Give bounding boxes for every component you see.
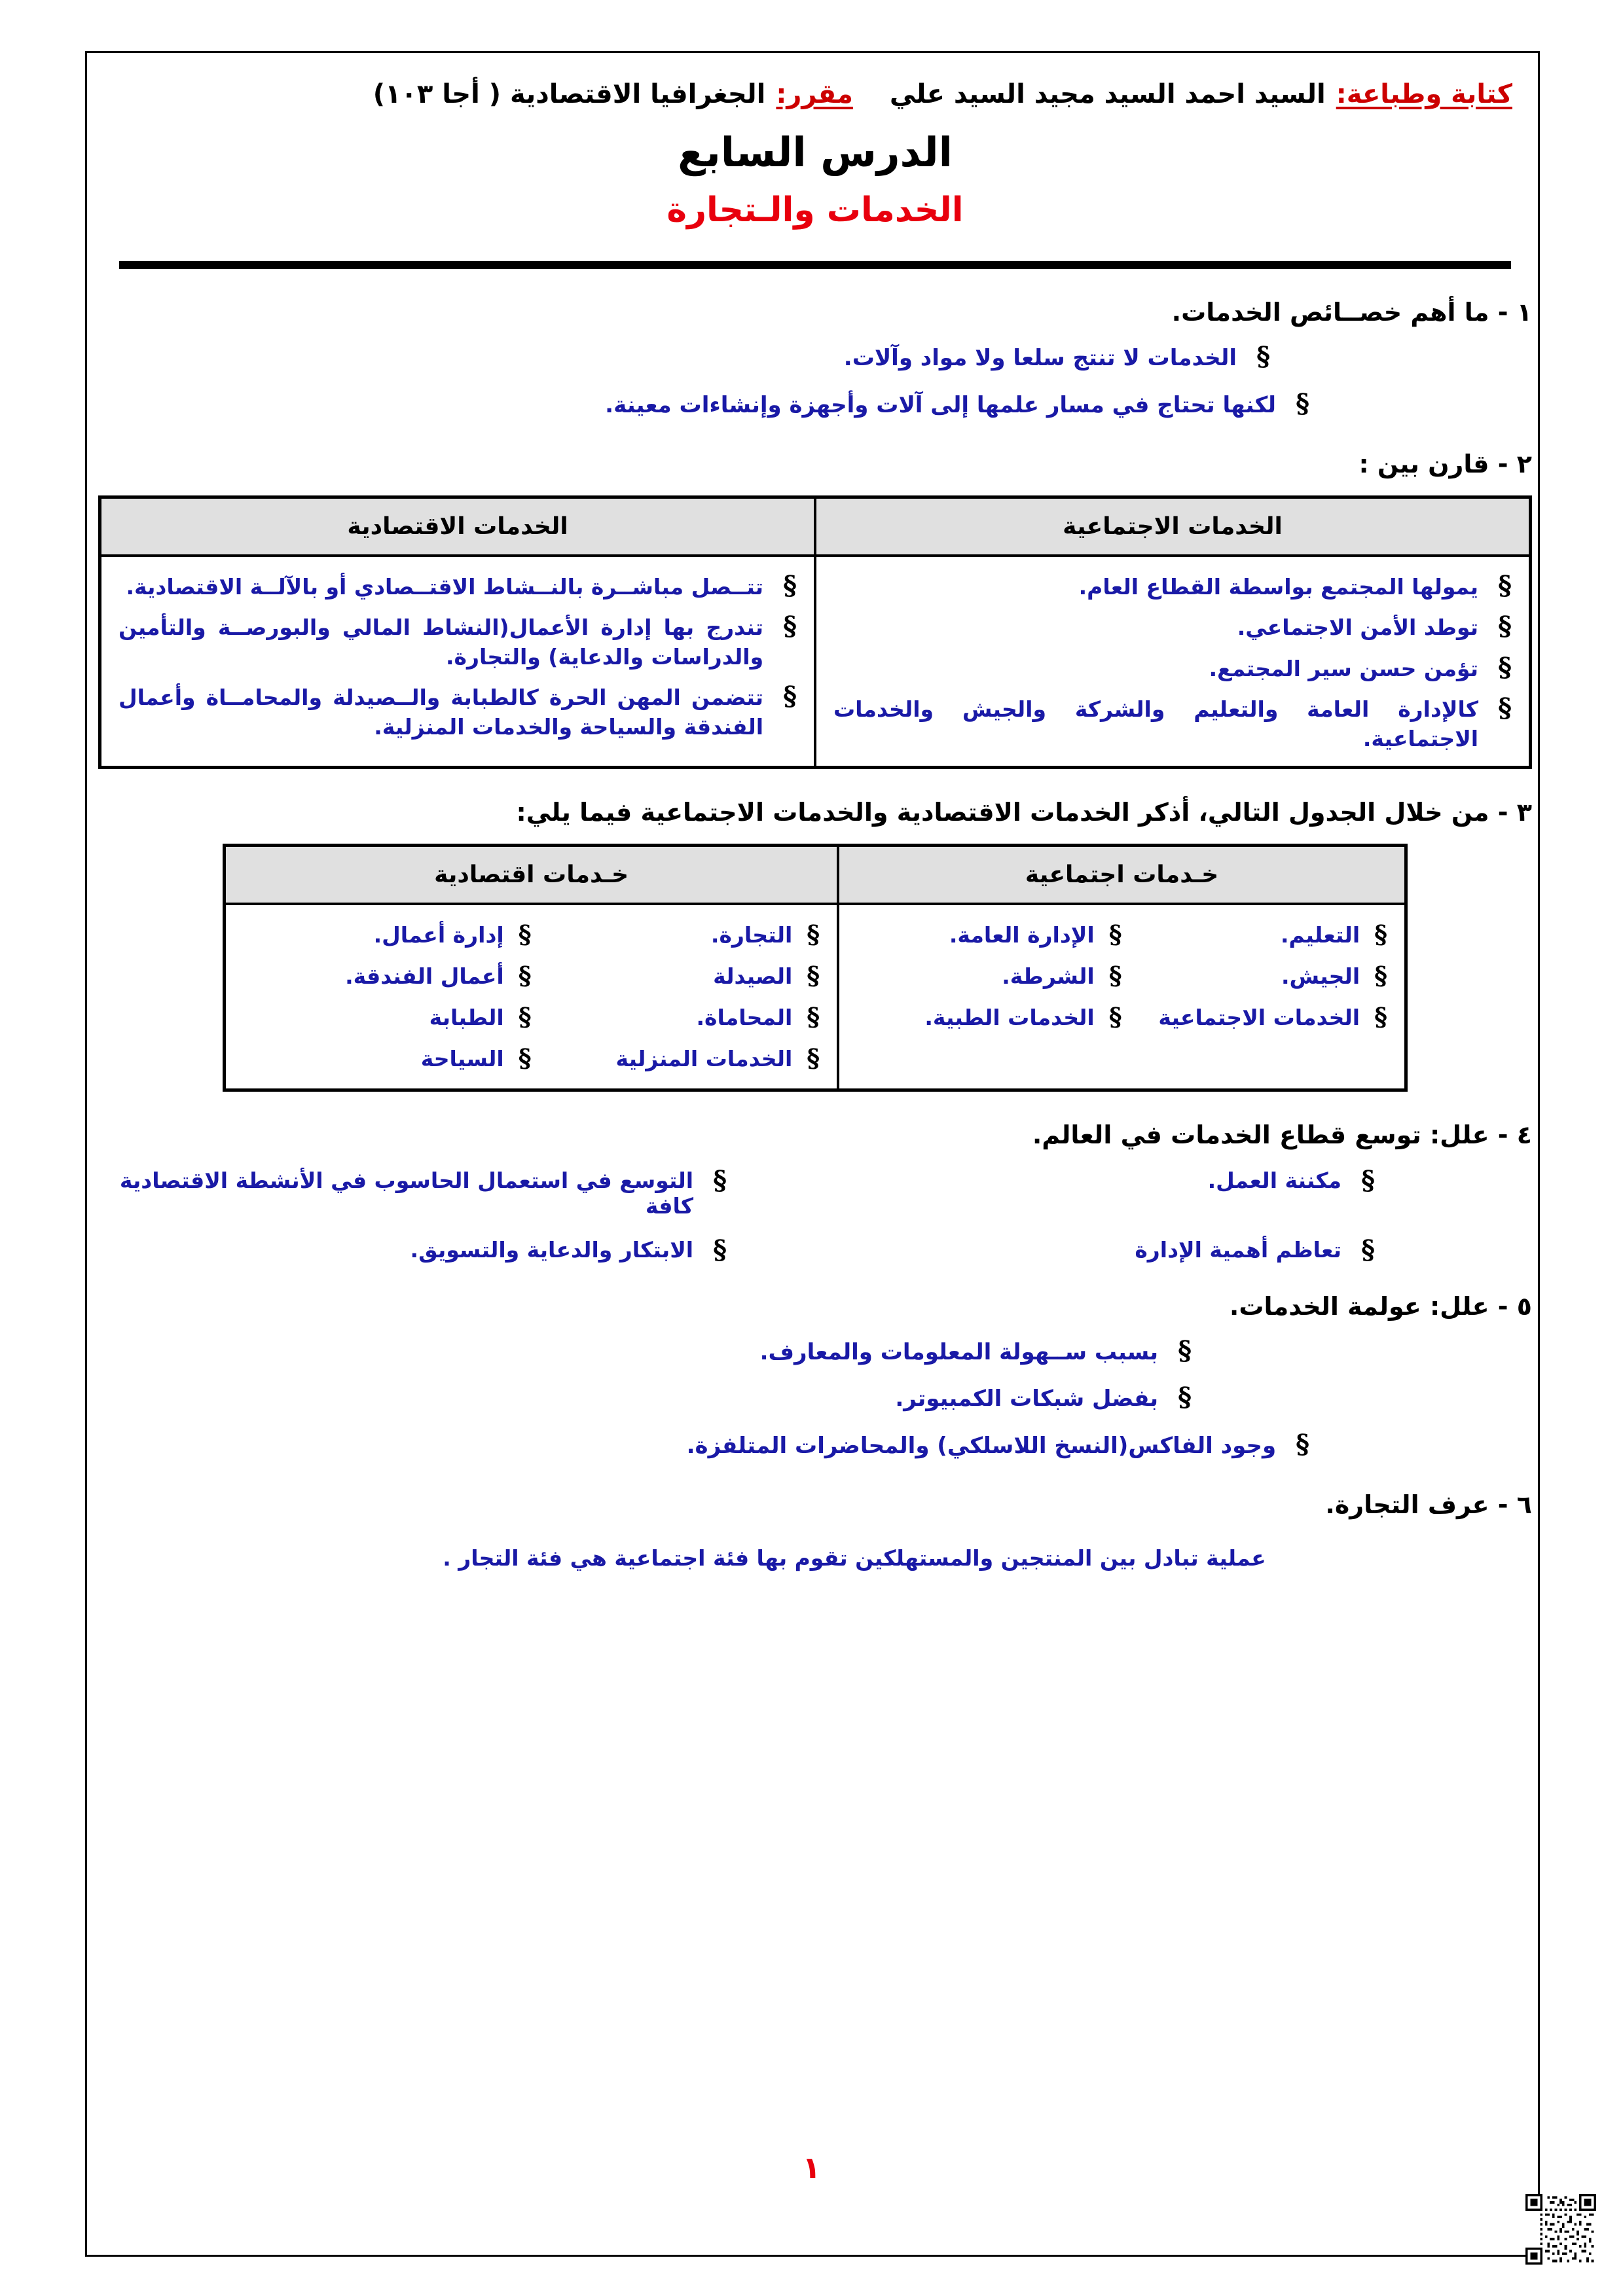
list-item-text: تؤمن حسن سير المجتمع.	[1209, 655, 1479, 681]
table-cell-social	[815, 556, 1531, 767]
list-item-left	[532, 1043, 820, 1073]
table-cell-economic	[100, 556, 816, 767]
list-item	[98, 1384, 1532, 1414]
list-item	[856, 960, 1387, 990]
list-item-text: لكنها تحتاج في مسار علمها إلى آلات وأجهزة وإنشاءات معينة.	[605, 391, 1277, 418]
section-bullet-icon: §	[1374, 1001, 1387, 1031]
question-6-heading: ٦ - عرف التجارة.	[1325, 1490, 1532, 1520]
page-content	[98, 79, 1532, 1571]
list-item-text: وجود الفاكس(النسخ اللاسلكي) والمحاضرات المتلفزة.	[686, 1433, 1277, 1460]
list-item-right	[243, 1001, 532, 1031]
table-row	[225, 904, 1406, 1090]
list-item-right	[856, 960, 1122, 990]
section-bullet-icon: §	[1498, 692, 1512, 724]
section-bullet-icon: §	[807, 1001, 820, 1031]
section-bullet-icon: §	[1108, 919, 1122, 949]
list-item-text: تتــصل مباشــرة بالنــشاط الاقتــصادي أو بالآلــة الاقتصادية.	[126, 573, 764, 600]
question-6-answer: عملية تبادل بين المنتجين والمستهلكين تقوم بها فئة اجتماعية هي فئة التجار .	[443, 1545, 1266, 1571]
list-item-right	[856, 919, 1122, 949]
section-bullet-icon: §	[783, 611, 797, 642]
list-item-text: كالإدارة العامة والتعليم والشركة والجيش والخدمات الاجتماعية.	[833, 696, 1479, 751]
list-item-text: الطبابة	[429, 1004, 504, 1030]
list-item	[243, 1001, 820, 1031]
section-bullet-icon: §	[1361, 1164, 1375, 1196]
section-bullet-icon: §	[1498, 651, 1512, 683]
credit-name: السيد احمد السيد مجيد السيد علي	[889, 79, 1326, 109]
section-bullet-icon: §	[518, 919, 532, 949]
list-item-left	[532, 1001, 820, 1031]
list-item	[243, 960, 820, 990]
list-item-text: تندرج بها إدارة الأعمال(النشاط المالي والبورصــة والتأمين والدراسات والدعاية) والتجارة.	[119, 615, 764, 670]
qr-code-icon	[1525, 2194, 1596, 2265]
list-item-text: التوسع في استعمال الحاسوب في الأنشطة الاقتصادية كافة	[119, 1167, 694, 1219]
list-item	[833, 651, 1512, 684]
list-item-text: التعليم.	[1280, 922, 1360, 948]
section-bullet-icon: §	[518, 1043, 532, 1073]
list-item-text: المحاماة.	[696, 1004, 793, 1030]
list-item-left	[1122, 919, 1387, 949]
section-bullet-icon: §	[807, 919, 820, 949]
section-bullet-icon: §	[1256, 341, 1270, 372]
list-item	[119, 613, 797, 672]
section-bullet-icon: §	[783, 681, 797, 712]
table-header-economic-services: خـدمات اقتصادية	[225, 845, 839, 904]
list-item-text: إدارة أعمال.	[373, 922, 504, 948]
section-bullet-icon: §	[1361, 1234, 1375, 1265]
question-1-bullets	[98, 341, 1532, 421]
list-row	[98, 1234, 1532, 1265]
question-4-heading: ٤ - علل: توسع قطاع الخدمات في العالم.	[1032, 1120, 1532, 1149]
classification-table	[223, 844, 1408, 1092]
table-cell-social-services	[838, 904, 1406, 1090]
table-row	[100, 556, 1531, 767]
list-item-text: توطد الأمن الاجتماعي.	[1237, 615, 1479, 641]
list-row	[98, 1164, 1532, 1219]
list-item	[98, 1431, 1532, 1462]
list-item-left	[532, 919, 820, 949]
list-item	[119, 569, 797, 602]
list-item-text: الخدمات الاجتماعية	[1158, 1004, 1360, 1030]
list-item-right	[856, 1001, 1122, 1031]
question-5-bullets	[98, 1335, 1532, 1462]
list-item-right	[243, 919, 532, 949]
course-label: مقرر:	[776, 79, 853, 109]
section-bullet-icon: §	[1296, 1429, 1309, 1460]
section-bullet-icon: §	[1498, 569, 1512, 601]
subject-title: الخدمات والـتجارة	[666, 190, 964, 230]
list-item-text: أعمال الفندقة.	[345, 963, 504, 989]
page-number: ١	[802, 2150, 821, 2185]
table-header-row	[100, 497, 1531, 556]
section-bullet-icon: §	[1178, 1382, 1192, 1413]
list-item	[746, 1164, 1532, 1219]
list-item	[243, 919, 820, 949]
table-header-social-services: خـدمات اجتماعية	[838, 845, 1406, 904]
section-bullet-icon: §	[1108, 960, 1122, 990]
list-item-text: يمولها المجتمع بواسطة القطاع العام.	[1078, 573, 1479, 600]
list-item	[856, 1001, 1387, 1031]
section-bullet-icon: §	[1374, 960, 1387, 990]
list-item	[98, 1234, 746, 1265]
list-item	[98, 1335, 1532, 1368]
table-header-row	[225, 845, 1406, 904]
list-item-left	[1122, 960, 1387, 990]
section-bullet-icon: §	[713, 1164, 727, 1196]
list-item	[98, 341, 1532, 374]
section-bullet-icon: §	[518, 1001, 532, 1031]
list-item	[856, 919, 1387, 949]
list-item-text: الجيش.	[1281, 963, 1360, 989]
section-bullet-icon: §	[713, 1234, 727, 1265]
list-item	[98, 1164, 746, 1219]
list-item-text: الشرطة.	[1002, 963, 1095, 989]
classification-table-wrapper	[98, 827, 1532, 1092]
comparison-table	[98, 495, 1532, 769]
list-item-text: الخدمات الطبية.	[924, 1004, 1095, 1030]
list-item-text: الخدمات المنزلية	[615, 1045, 793, 1071]
table-header-economic: الخدمات الاقتصادية	[100, 497, 816, 556]
list-item-text: تعاظم أهمية الإدارة	[1135, 1236, 1342, 1263]
list-item	[243, 1043, 820, 1073]
section-bullet-icon: §	[783, 569, 797, 601]
question-4-bullets	[98, 1164, 1532, 1265]
credit-label: كتابة وطباعة:	[1336, 79, 1512, 109]
list-item	[833, 569, 1512, 602]
section-bullet-icon: §	[1108, 1001, 1122, 1031]
lesson-title: الدرس السابع	[678, 128, 953, 176]
section-bullet-icon: §	[1296, 387, 1309, 419]
course-name: الجغرافيا الاقتصادية ( أجا ١٠٣)	[373, 79, 766, 109]
list-item	[833, 692, 1512, 753]
list-item	[833, 613, 1512, 643]
list-item-text: السياحة	[420, 1045, 504, 1071]
section-bullet-icon: §	[807, 960, 820, 990]
list-item	[98, 387, 1532, 421]
section-bullet-icon: §	[518, 960, 532, 990]
list-item-text: الصيدلة	[713, 963, 793, 989]
section-bullet-icon: §	[1374, 919, 1387, 949]
document-header	[98, 79, 1532, 110]
question-3-heading: ٣ - من خلال الجدول التالي، أذكر الخدمات الاقتصادية والخدمات الاجتماعية فيما يلي:	[516, 797, 1532, 827]
section-bullet-icon: §	[1498, 611, 1512, 642]
list-item-left	[532, 960, 820, 990]
section-bullet-icon: §	[1178, 1335, 1192, 1366]
list-item-text: التجارة.	[710, 922, 793, 948]
table-cell-economic-services	[225, 904, 839, 1090]
list-item-text: بفضل شبكات الكمبيوتر.	[895, 1386, 1159, 1412]
list-item	[119, 683, 797, 742]
header-divider	[119, 261, 1511, 269]
list-item	[746, 1234, 1532, 1265]
list-item-text: الإدارة العامة.	[949, 922, 1095, 948]
question-2-heading: ٢ - قارن بين :	[1359, 449, 1532, 478]
section-bullet-icon: §	[807, 1043, 820, 1073]
table-header-social: الخدمات الاجتماعية	[815, 497, 1531, 556]
list-item-right	[243, 1043, 532, 1073]
list-item-right	[243, 960, 532, 990]
question-1-heading: ١ - ما أهم خصــائص الخدمات.	[1171, 298, 1532, 327]
list-item-text: الخدمات لا تنتج سلعا ولا مواد وآلات.	[843, 345, 1237, 371]
list-item-text: تتضمن المهن الحرة كالطبابة والــصيدلة والمحامــاة وأعمال الفندقة والسياحة والخدمات المنزلية.	[119, 685, 764, 740]
question-5-heading: ٥ - علل: عولمة الخدمات.	[1229, 1291, 1532, 1321]
list-item-text: مكننة العمل.	[1207, 1167, 1342, 1193]
list-item-text: الابتكار والدعاية والتسويق.	[410, 1236, 694, 1263]
list-item-left	[1122, 1001, 1387, 1031]
list-item-text: بسبب ســهولة المعلومات والمعارف.	[759, 1338, 1159, 1365]
